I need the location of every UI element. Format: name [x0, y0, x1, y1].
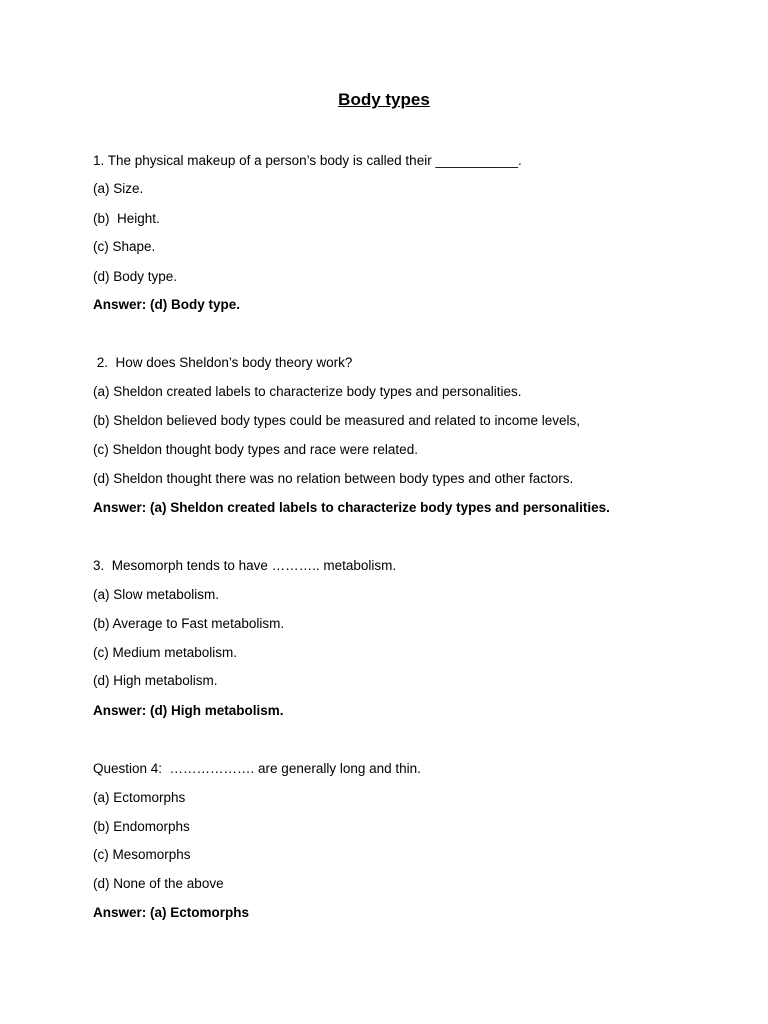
question-4-prompt: Question 4: ………………. are generally long and thin. — [93, 761, 421, 776]
question-3-option-c: (c) Medium metabolism. — [93, 645, 238, 660]
question-3-option-d: (d) High metabolism. — [93, 673, 218, 688]
question-2-option-c: (c) Sheldon thought body types and race were related. — [93, 442, 418, 457]
question-4-option-c: (c) Mesomorphs — [93, 847, 191, 862]
question-3-option-a: (a) Slow metabolism. — [93, 587, 220, 602]
question-2-option-d: (d) Sheldon thought there was no relation between body types and other factors. — [93, 471, 574, 486]
question-4-answer: Answer: (a) Ectomorphs — [93, 905, 250, 920]
question-1-prompt: 1. The physical makeup of a person’s body is called their ___________. — [93, 153, 522, 168]
question-3-option-b: (b) Average to Fast metabolism. — [93, 616, 285, 631]
question-3-prompt: 3. Mesomorph tends to have ……….. metabolism. — [93, 558, 397, 573]
question-4-option-d: (d) None of the above — [93, 876, 224, 891]
question-3-answer: Answer: (d) High metabolism. — [93, 703, 284, 718]
question-4-option-b: (b) Endomorphs — [93, 819, 190, 834]
question-4-option-a: (a) Ectomorphs — [93, 790, 186, 805]
question-2-prompt: 2. How does Sheldon’s body theory work? — [93, 355, 353, 370]
question-1-answer: Answer: (d) Body type. — [93, 297, 241, 312]
question-2-answer: Answer: (a) Sheldon created labels to characterize body types and personalities. — [93, 500, 610, 515]
question-1-option-a: (a) Size. — [93, 181, 144, 196]
document-title: Body types — [338, 90, 430, 109]
question-2-option-b: (b) Sheldon believed body types could be measured and related to income levels, — [93, 413, 581, 428]
question-2-option-a: (a) Sheldon created labels to characterize body types and personalities. — [93, 384, 522, 399]
question-1-option-c: (c) Shape. — [93, 239, 156, 254]
question-1-option-d: (d) Body type. — [93, 269, 178, 284]
question-1-option-b: (b) Height. — [93, 211, 160, 226]
